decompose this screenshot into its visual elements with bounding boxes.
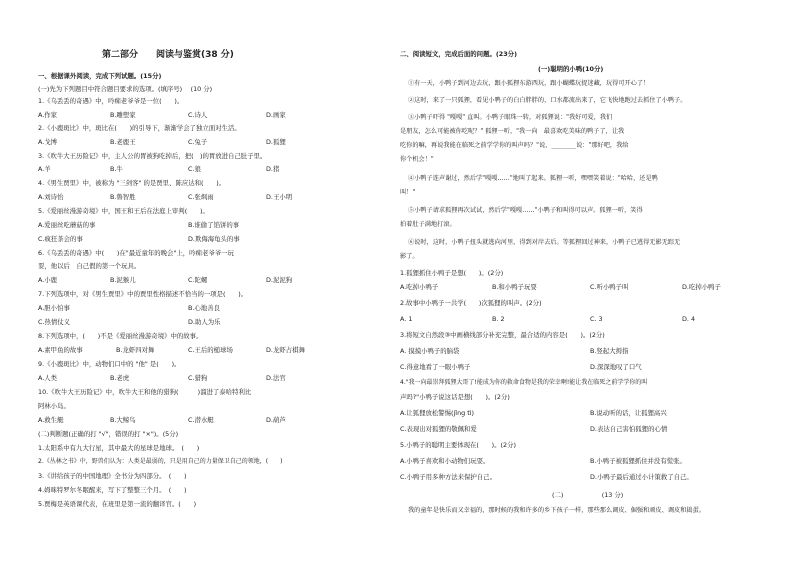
passage-2-first-line: 我的童年是快乐而又幸福的，那时候的我和许多的乡下孩子一样，那些那么调皮、倔强和顽皮、调皮和捣蛋。	[408, 507, 705, 514]
story-para-5-line2: 拍着肚子满地打滚。	[400, 221, 456, 228]
rq1-option-a: A.吃掉小鸭子	[400, 283, 439, 291]
story-para-3-line1: ③小鸭子吓得 "嘎嘎" 直叫。小鸭子眼珠一转，对狐狸说："我好可爱，我们	[408, 114, 613, 121]
q8-stem: 8.下列选项中，( )不是《爱丽丝漫游奇境》中的故事。	[38, 332, 203, 340]
q9-option-c: C.猎狗	[188, 374, 208, 382]
q8-option-b: B.龙虾四对舞	[116, 346, 155, 354]
rq2-option-a: A. 1	[400, 315, 413, 323]
q7-option-b: B.心地善良	[188, 304, 220, 312]
rq2-stem: 2.故事中小鸭子一共学( )次狐狸的叫声。(2分)	[400, 299, 542, 307]
rq4-option-c: C.表现出对狐狸的敬佩和爱	[400, 425, 477, 433]
q2-option-a: A.戈博	[38, 138, 58, 146]
q10-stem: 10.《吹牛大王历险记》中，吹牛大王和他的猎狗( )溜进了泰哈特利比	[38, 388, 252, 396]
story-para-2: ②这时，来了一只狐狸，看见小鸭子的白白胖胖的，口水都流出来了，它飞快地跑过去抓住了小鸭子。	[408, 97, 687, 104]
judge-1: 1.太阳系中有九大行星，其中最大的星球是地球。 ( )	[38, 444, 200, 452]
rq5-option-b: B.小鸭子被狐狸抓住并没有慌张。	[590, 457, 686, 465]
q6-option-c: C.陀螺	[188, 276, 208, 284]
rq3-option-b: B.竖起大拇指	[590, 347, 629, 355]
q6-stem-cont: 耍，他以后 自己假的第一个玩具。	[38, 262, 141, 270]
q2-option-c: C.兔子	[188, 138, 208, 146]
q8-option-c: C.王后的槌球场	[188, 346, 233, 354]
sub2-heading: (二) (13 分)	[552, 491, 624, 499]
q10-option-a: A.救生艇	[38, 416, 64, 424]
q6-option-a: A.小鹿	[38, 276, 58, 284]
rq4-option-b: B.说动听的话，让狐狸高兴	[590, 409, 667, 417]
story-para-3-line3: 吃你的嘛，再说我能在临死之前学学你的叫声吗？"说，________说："那好吧，我给	[400, 142, 629, 149]
story-para-4-line1: ④小鸭子连声谢过，然后学"嘎嘎……"地叫了起来。狐狸一听，嘿嘿笑着说："哈哈，还是鸭	[408, 175, 658, 182]
q4-stem: 4.《男生贾里》中，被称为 "三剑客" 的是贾里、陈应达和( )。	[38, 179, 226, 187]
q1-option-b: B.雕塑家	[110, 111, 136, 119]
rq5-option-d: D.小鸭子最后通过小计策救了自己。	[590, 473, 693, 481]
story-title: (一)聪明的小鸭(10分)	[538, 65, 604, 73]
q3-option-c: C.狼	[188, 165, 201, 173]
q4-option-d: D.王小明	[266, 193, 293, 201]
q1-option-c: C.诗人	[188, 111, 208, 119]
q6-stem: 6.《乌丢丢的奇遇》中( )在"最近童年的晚会"上，吟痴老爷爷一玩	[38, 249, 234, 257]
story-para-3-line4: 你个机会！"	[400, 156, 434, 163]
q6-option-b: B.泥猴儿	[110, 276, 136, 284]
q4-option-b: B.鲁智胜	[110, 193, 136, 201]
rq5-stem: 5.小鸭子的聪明主要体现在( )。(2分)	[400, 441, 516, 449]
q7-option-a: A.胆小怕事	[38, 304, 70, 312]
q9-option-b: B.老虎	[110, 374, 130, 382]
q9-option-a: A.人类	[38, 374, 58, 382]
rq3-option-c: C.得意地看了一眼小鸭子	[400, 363, 471, 371]
q8-option-a: A.素甲鱼的故事	[38, 346, 83, 354]
q7-option-c: C.热情仗义	[38, 318, 71, 326]
rq4-option-d: D.表达自己害怕狐狸的心情	[590, 425, 668, 433]
rq1-stem: 1.狐狸抓住小鸭子是想( )。(2分)	[400, 269, 504, 277]
rq3-option-d: D.深深地叹了口气	[590, 363, 642, 371]
sub2-title: (二)判断题(正确的打 "√"，错误的打 "×")。(5分)	[38, 430, 179, 438]
q1-option-a: A.作家	[38, 111, 58, 119]
q2-option-b: B.老鹿王	[110, 138, 136, 146]
q2-stem: 2.《小鹿斑比》中，斑比在( )的引导下，渐渐学会了独立面对生活。	[38, 124, 241, 132]
story-para-4-line2: 叫！"	[400, 189, 416, 196]
rq3-stem: 3.将短文自然段③中画横线部分补充完整，最合适的内容是( )。(2分)	[400, 331, 605, 339]
rq4-stem-cont: 声吗?"小鸭子说这话是想( )。(2分)	[400, 393, 510, 401]
judge-5: 5.贾梅是英语课代表，在班里是第一流的翻译官。( )	[38, 500, 197, 508]
q6-option-d: D.泥泥狗	[266, 276, 293, 284]
rq2-option-c: C. 3	[590, 315, 603, 323]
story-para-6-line2: 影了。	[400, 253, 419, 260]
judge-4: 4.姆咪特罗尔冬眠醒来，写下了整整三个月。 ( )	[38, 486, 187, 494]
q5-option-d: D.欺侮海龟头的事	[188, 235, 240, 243]
rq2-option-b: B. 2	[492, 315, 505, 323]
q9-option-d: D.法官	[266, 374, 286, 382]
q10-option-d: D.葫芦	[266, 416, 286, 424]
part1-title: 一、根据课外阅读，完成下列试题。(15分)	[38, 72, 162, 80]
section-title: 第二部分 阅读与鉴赏(38 分)	[102, 50, 234, 60]
q2-option-d: D.狐狸	[266, 138, 286, 146]
q1-option-d: D.画家	[266, 111, 286, 119]
q5-stem: 5.《爱丽丝漫游奇境》中，国王和王后在法庭上审判( )。	[38, 207, 209, 215]
rq4-option-a: A.让狐狸放松警惕(jǐng tì)	[400, 409, 474, 417]
rq4-stem: 4."我一向最崇拜狐狸大哥了!能成为你的救命食物是我的荣幸啊!能让我在临死之前学学你的叫	[400, 379, 648, 386]
judge-2: 2.《丛林之书》中，野兽们认为：人类是最弱的，只是用自己的力量保卫自己的领地，( )	[38, 458, 283, 465]
rq5-option-c: C.小鸭子用多种方法来保护自己。	[400, 473, 496, 481]
q5-option-a: A.爱丽丝吃蘑菇的事	[38, 221, 96, 229]
q10-stem-cont: 阿林小岛。	[38, 402, 70, 410]
sub1-title: (一)先为下列题目中符合题目要求的选项。(填序号) (10 分)	[38, 85, 213, 93]
judge-3: 3.《讲给孩子的中国地理》全书分为四部分。 ( )	[38, 472, 187, 480]
rq1-option-d: D.吃掉小鸭子	[682, 283, 721, 291]
q8-option-d: D.龙虾占棋舞	[266, 346, 305, 354]
q7-option-d: D.助人为乐	[188, 318, 221, 326]
rq1-option-b: B.和小鸭子玩耍	[492, 283, 537, 291]
q3-option-d: D.猪	[266, 165, 280, 173]
q5-option-b: B.谁偷了馅饼的事	[188, 221, 240, 229]
rq5-option-a: A.小鸭子喜欢和小动物们玩耍。	[400, 457, 490, 465]
q10-option-c: C.潜水艇	[188, 416, 214, 424]
q3-stem: 3.《吹牛大王历险记》中，主人公的胃被狗吃掉后，把( )的胃放进自己肚子里。	[38, 152, 267, 160]
q4-option-c: C.张飒雨	[188, 193, 214, 201]
story-para-1: ①有一天，小鸭子到河边去玩，跟小狐狸东游西玩，跟小蝴蝶玩捉迷藏，玩得可开心了！	[408, 80, 650, 87]
q9-stem: 9.《小鹿斑比》中，动物们口中的 "他" 是( )。	[38, 360, 181, 368]
q7-stem: 7.下列选项中，对《男生贾里》中的贾里性格描述不恰当的一项是( )。	[38, 290, 248, 298]
story-para-3-line2: 是朋友，怎么可能被你吃呢？" 狐狸一听，"我一向 最喜欢吃美味的鸭子了，让我	[400, 128, 625, 135]
q5-option-c: C.疯狂茶会的事	[38, 235, 83, 243]
part2-title: 二、阅读短文，完成后面的问题。(23分)	[400, 50, 517, 58]
rq3-option-a: A. 摸摸小鸭子的脑袋	[400, 347, 460, 355]
q3-option-a: A.羊	[38, 165, 51, 173]
q3-option-b: B.牛	[110, 165, 123, 173]
rq1-option-c: C.听小鸭子叫	[590, 283, 629, 291]
story-para-5-line1: ⑤小鸭子请求狐狸再次试试，然后学"嘎嘎……"小鸭子和叫得可以声。狐狸一听，笑得	[408, 207, 643, 214]
story-para-6-line1: ⑥说时，这时，小鸭子扭头就逃向河里，得到对岸去后。等狐狸回过神来，小鸭子已逃得无影无踪无	[408, 239, 681, 246]
q4-option-a: A.刘诗怡	[38, 193, 64, 201]
q10-option-b: B.大鲸鸟	[110, 416, 136, 424]
q1-stem: 1.《乌丢丢的奇遇》中，吟痴老爷爷是一位( )。	[38, 97, 184, 105]
rq2-option-d: D. 4	[682, 315, 696, 323]
